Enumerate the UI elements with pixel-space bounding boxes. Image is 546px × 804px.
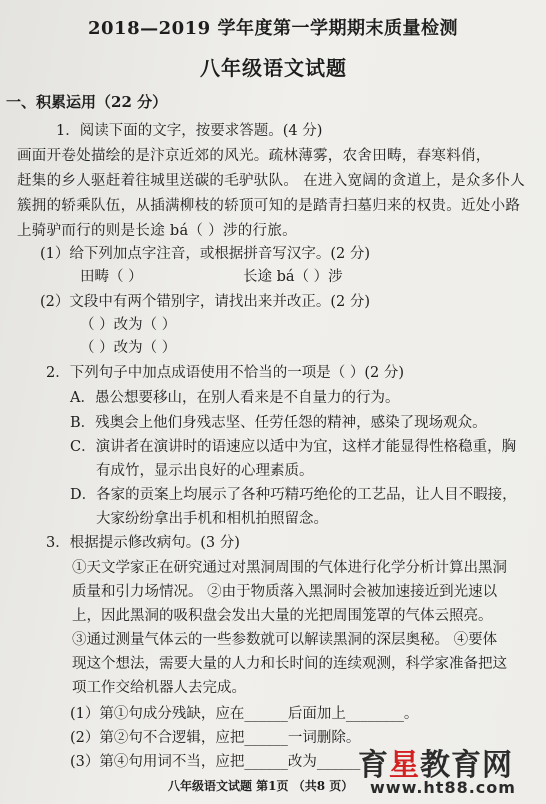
exam-title: 2018—2019 学年度第一学期期末质量检测 [88,18,458,39]
q1-passage-line: 画面开卷处描绘的是汴京近郊的风光。疏林薄雾，农舍田畴，春寒料俏， [17,148,491,164]
q1-sub1-blank-a[interactable]: 田畴（ ） [80,269,143,285]
q2-option-c[interactable]: C．演讲者在演讲时的语速应以适中为宜，这样才能显得性格稳重，胸 [70,439,517,455]
q1-sub2: (2）文段中有两个错别字，请找出来并改正。(2 分) [40,294,371,310]
q1-passage-line: 赶集的乡人驱赶着往城里送碳的毛驴驮队。 在进入宽阔的贪道上，是众多仆人 [17,173,526,189]
watermark-url: www.ht88.com [370,778,516,797]
q3-body-line: 现这个想法，需要大量的人力和长时间的连续观测，科学家准备把这 [72,656,507,672]
q3-sub2[interactable]: (2）第②句不合逻辑，应把______一词删除。 [70,730,361,746]
exam-subtitle: 八年级语文试题 [200,56,347,80]
page-footer: 八年级语文试题 第1页 （共8 页） [168,779,354,793]
q3-sub1[interactable]: (1）第①句成分残缺，应在______后面加上________。 [70,706,419,722]
q3-body-line: 上，因此黑洞的吸积盘会发出大量的光把周围笼罩的气体云照亮。 [72,608,493,624]
q3-body-line: 项工作交给机器人去完成。 [72,680,246,696]
q3-body-line: 质量和引力场情况。 ②由于物质落入黑洞时会被加速接近到光速以 [72,584,498,600]
q2-option-c-cont: 有成竹，显示出良好的心理素质。 [96,463,314,479]
q1-sub2-blank-a[interactable]: （ ）改为（ ） [80,317,177,333]
q1-sub1-blank-b[interactable]: 长途 bá（ ）涉 [243,269,343,285]
watermark-brand: 育星教育网 [358,748,513,783]
q1-stem: 1．阅读下面的文字，按要求答题。(4 分) [56,123,323,139]
q1-sub1: (1）给下列加点字注音，或根据拼音写汉字。(2 分) [40,246,371,262]
q2-stem: 2．下列句子中加点成语使用不恰当的一项是（ ）(2 分) [46,365,404,381]
watermark-star: 星 [389,748,420,783]
q1-sub2-blank-b[interactable]: （ ）改为（ ） [80,340,177,356]
q2-option-d-cont: 大家纷纷拿出手机和相机拍照留念。 [96,511,328,527]
q3-stem: 3．根据提示修改病句。(3 分) [46,535,240,551]
q1-passage-line: 上骑驴而行的则是长途 bá（ ）涉的行旅。 [17,223,297,239]
q2-option-b[interactable]: B．残奥会上他们身残志坚、任劳任怨的精神，感染了现场观众。 [70,415,487,431]
q2-option-a[interactable]: A．愚公想要移山，在别人看来是不自量力的行为。 [70,390,400,406]
q2-option-d[interactable]: D．各家的贡案上均展示了各种巧精巧绝伦的工艺品，让人目不暇接， [70,487,517,503]
q3-body-line: ③通过测量气体云的一些参数就可以解读黑洞的深层奥秘。 ④要体 [72,632,498,648]
watermark-logo [352,740,536,800]
section-heading: 一、积累运用（22 分） [6,93,168,111]
q3-body-line: ①天文学家正在研究通过对黑洞周围的气体进行化学分析计算出黑洞 [72,560,507,576]
q3-sub3[interactable]: (3）第④句用词不当，应把______改为______ [70,754,361,770]
q1-passage-line: 簇拥的轿乘队伍，从插满柳枝的轿顶可知的是踏青扫墓归来的权贵。近处小路 [17,198,521,214]
